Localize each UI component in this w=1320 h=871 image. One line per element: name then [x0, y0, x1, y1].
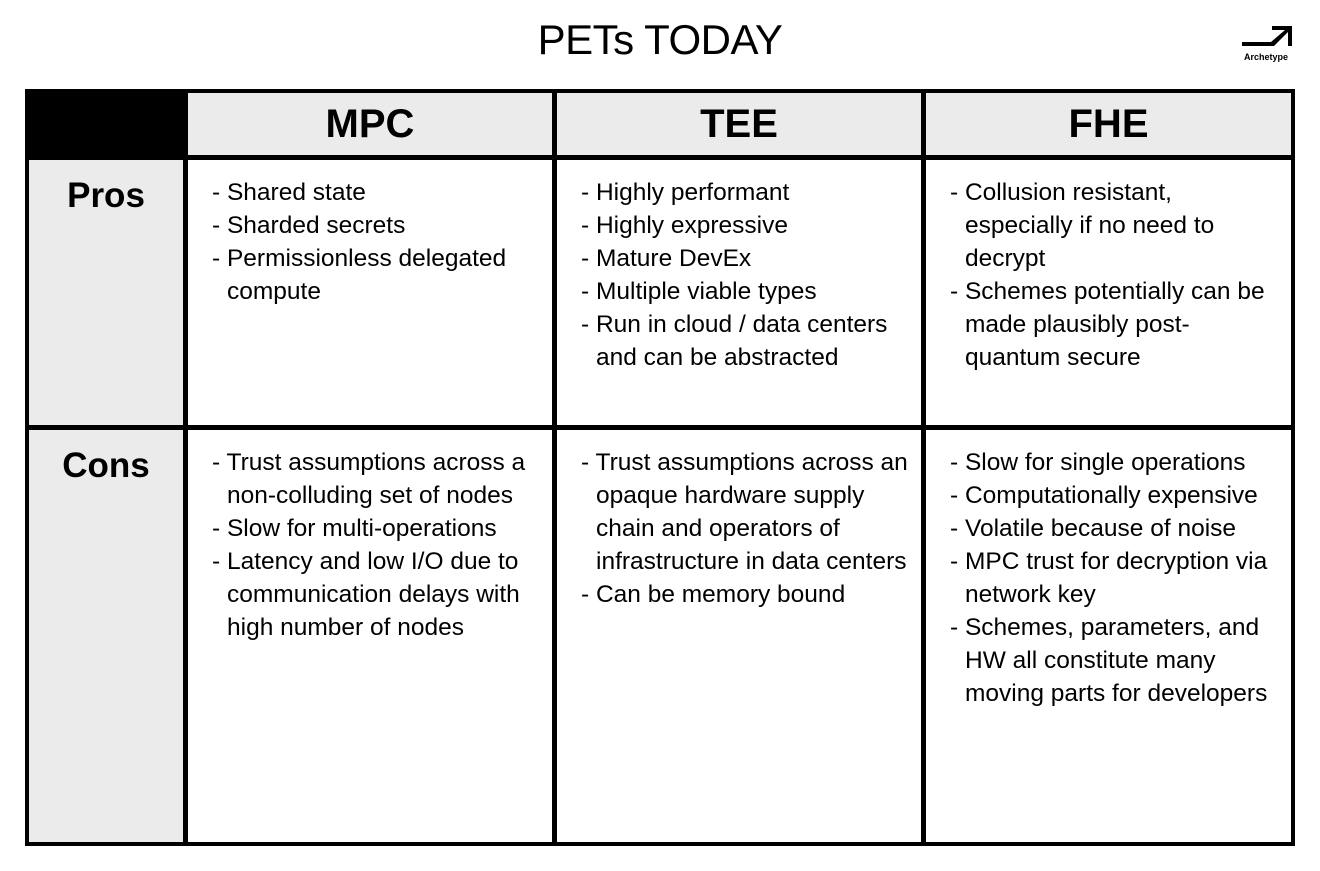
cons-mpc-cell — [188, 430, 552, 842]
list-item: - Permissionless delegated compute — [212, 245, 507, 305]
list-item: - Slow for multi-operations — [212, 515, 497, 542]
archetype-logo — [1238, 24, 1294, 64]
list-item: - Slow for single operations — [950, 449, 1246, 476]
list-item: - Multiple viable types — [581, 278, 817, 305]
list-item: - Mature DevEx — [581, 245, 752, 272]
list-item: - Run in cloud / data centers and can be abstracted — [581, 311, 888, 371]
list-item: - Sharded secrets — [212, 212, 406, 239]
row-header-cons: Cons — [29, 430, 183, 842]
list-item: - Schemes, parameters, and HW all constitute many moving parts for developers — [950, 614, 1268, 707]
list-item: - Collusion resistant, especially if no need to decrypt — [950, 179, 1215, 272]
cons-fhe-cell — [926, 430, 1291, 842]
pros-tee-cell — [557, 160, 921, 425]
column-header-mpc: MPC — [188, 93, 552, 155]
list-item: - Latency and low I/O due to communication delays with high number of nodes — [212, 548, 520, 641]
list-item: - Trust assumptions across a non-colluding set of nodes — [212, 449, 526, 509]
cons-tee-cell — [557, 430, 921, 842]
list-item: - Can be memory bound — [581, 581, 846, 608]
list-item: - Computationally expensive — [950, 482, 1258, 509]
column-header-fhe: FHE — [926, 93, 1291, 155]
list-item: - Volatile because of noise — [950, 515, 1237, 542]
list-item: - Schemes potentially can be made plausibly post-quantum secure — [950, 278, 1265, 371]
logo-text: Archetype — [1243, 52, 1288, 62]
list-item: - Trust assumptions across an opaque hardware supply chain and operators of infrastructure in data centers — [581, 449, 908, 575]
list-item: - Highly expressive — [581, 212, 788, 239]
list-item: - Shared state — [212, 179, 366, 206]
pros-mpc-cell — [188, 160, 552, 425]
pros-fhe-cell — [926, 160, 1291, 425]
comparison-table — [25, 89, 1295, 846]
list-item: - MPC trust for decryption via network key — [950, 548, 1268, 608]
arrow-up-right-icon — [1238, 24, 1294, 54]
row-header-pros: Pros — [29, 160, 183, 425]
column-header-tee: TEE — [557, 93, 921, 155]
page-title: PETs TODAY — [537, 16, 783, 63]
list-item: - Highly performant — [581, 179, 790, 206]
table-corner — [29, 93, 183, 155]
